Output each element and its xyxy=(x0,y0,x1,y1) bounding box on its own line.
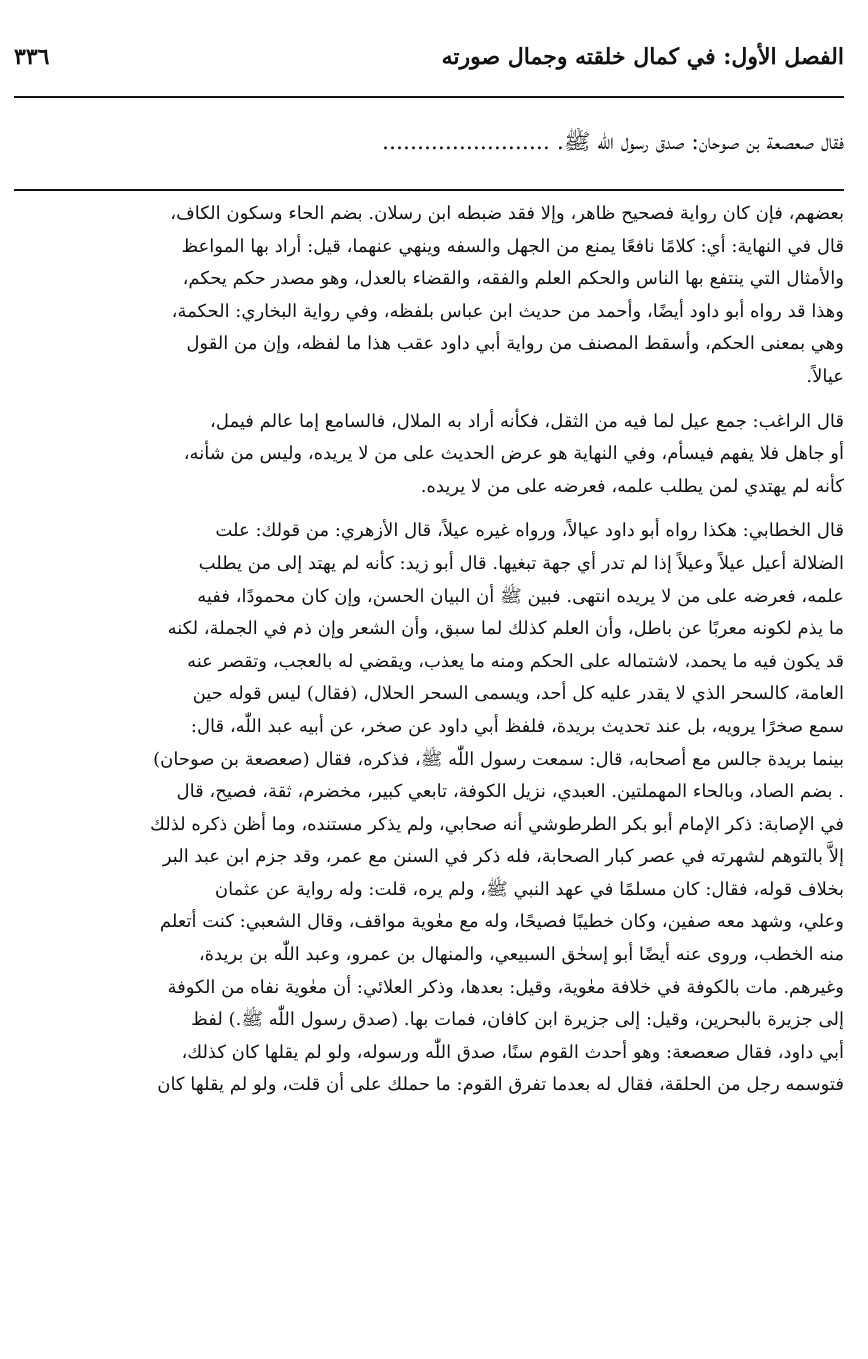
text-line: ما يذم لكونه معربًا عن باطل، وأن العلم كذلك لما سبق، وأن الشعر وإن ذم في الجملة، لكنه xyxy=(167,618,844,640)
text-line: وغيرهم. مات بالكوفة في خلافة معٰوية، وقيل: بعدها، وذكر العلائي: أن معٰوية نفاه من الكوفة xyxy=(167,976,844,998)
text-line: في الإصابة: ذكر الإمام أبو بكر الطرطوشي أنه صحابي، ولم يذكر مستنده، وما أظن ذكره لذلك xyxy=(150,813,844,835)
text-line: قد يكون فيه ما يحمد، لاشتماله على الحكم ومنه ما يعذب، ويقضي له بالعجب، وتقصر عنه xyxy=(187,650,844,672)
text-line: إلى جزيرة بالبحرين، وقيل: إلى جزيرة ابن كافان، فمات بها. (صدق رسول اللّٰه ﷺ.) لفظ xyxy=(191,1009,844,1031)
text-line: بينما بريدة جالس مع أصحابه، قال: سمعت رسول اللّٰه ﷺ، فذكره، فقال (صعصعة بن صوحان) xyxy=(153,748,844,770)
hadith-text-line xyxy=(14,128,844,168)
commentary-paragraph xyxy=(14,406,844,504)
text-line: منه الخطب، وروى عنه أيضًا أبو إسحٰق السبيعي، والمنهال بن عمرو، وعبد اللّٰه بن بريدة، xyxy=(198,944,844,966)
text-line: كأنه لم يهتدي لمن يطلب علمه، فعرضه على من لا يريده. xyxy=(420,475,844,497)
text-line: قال الخطابي: هكذا رواه أبو داود عيالاً، ورواه غيره عيلاً، قال الأزهري: من قولك: علت xyxy=(215,520,844,542)
text-line: سمع صخرًا يرويه، بل عند تحديث بريدة، فلفظ أبي داود عن صخر، عن أبيه عبد اللّٰه، قال: xyxy=(190,715,844,737)
chapter-title: الفصل الأول: في كمال خلقته وجمال صورته xyxy=(441,44,844,70)
text-line: العامة، كالسحر الذي لا يقدر عليه كل أحد، ويسمى السحر الحلال، (فقال) ليس قوله حين xyxy=(192,683,844,705)
text-line: وعلي، وشهد معه صفين، وكان خطيبًا فصيحًا، وله مع معٰوية مواقف، وقال الشعبي: كنت أتعلم xyxy=(159,911,844,933)
text-line: إلاَّ بالتوهم لشهرته في عصر كبار الصحابة، فله ذكر في السنن مع عمر، وقد جزم ابن عبد البر xyxy=(162,846,844,868)
commentary-paragraph xyxy=(14,515,844,1102)
text-line: وهي بمعنى الحكم، وأسقط المصنف من رواية أبي داود عقب هذا ما لفظه، وإن من القول xyxy=(186,333,844,355)
text-line: بخلاف قوله، فقال: كان مسلمًا في عهد النبي ﷺ، ولم يره، قلت: وله رواية عن عثمان xyxy=(214,878,844,900)
text-line: أو جاهل فلا يفهم فيسأم، وفي النهاية هو عرض الحديث على من لا يريده، وليس من شأنه، xyxy=(183,443,844,465)
commentary-body xyxy=(14,198,844,1102)
text-line: قال في النهاية: أي: كلامًا نافعًا يمنع من الجهل والسفه وينهي عنهما، قيل: أراد بها المواعظ xyxy=(181,235,844,257)
text-line: علمه، فعرضه على من لا يريده انتهى. فبين ﷺ أن البيان الحسن، وإن كان محمودًا، ففيه xyxy=(197,585,844,607)
header-divider xyxy=(14,96,844,98)
paragraph-gap xyxy=(14,503,844,515)
text-line: قال الراغب: جمع عيل لما فيه من الثقل، فكأنه أراد به الملال، فالسامع إما عالم فيمل، xyxy=(210,410,844,432)
text-line: بعضهم، فإن كان رواية فصحيح ظاهر، وإلا فقد ضبطه ابن رسلان. بضم الحاء وسكون الكاف، xyxy=(170,203,844,224)
text-line: فتوسمه رجل من الحلقة، فقال له بعدما تفرق القوم: ما حملك على أن قلت، ولو لم يقلها كان xyxy=(157,1074,844,1096)
page-number: ٣٣٦ xyxy=(14,44,50,70)
text-line: عيالاً. xyxy=(806,365,844,387)
text-line: أبي داود، فقال صعصعة: وهو أحدث القوم سنًا، صدق اللّٰه ورسوله، ولو لم يقلها كان كذلك، xyxy=(181,1041,844,1063)
text-line: وهذا قد رواه أبو داود أيضًا، وأحمد من حديث ابن عباس بلفظه، وفي رواية البخاري: الحكمة، xyxy=(171,300,844,322)
text-line: والأمثال التي ينتفع بها الناس والحكم العلم والفقه، والقضاء بالعدل، وهو مصدر حكم يحكم، xyxy=(182,268,844,290)
text-line: . بضم الصاد، وبالحاء المهملتين. العبدي، نزيل الكوفة، تابعي كبير، مخضرم، ثقة، فصيح، قال xyxy=(176,781,844,803)
hadith-ellipsis: ........................ xyxy=(381,130,550,155)
text-line: الضلالة أعيل عيلاً وعيلاً إذا لم تدر أي جهة تبغيها. قال أبو زيد: كأنه لم يهتد إلى من يطلب xyxy=(198,552,844,574)
running-header xyxy=(14,44,844,84)
paragraph-gap xyxy=(14,394,844,406)
hadith-text: فقال صعصعة بن صوحان: صدق رسول الله ﷺ. xyxy=(556,130,844,155)
commentary-paragraph xyxy=(14,198,844,394)
commentary-divider xyxy=(14,189,844,191)
